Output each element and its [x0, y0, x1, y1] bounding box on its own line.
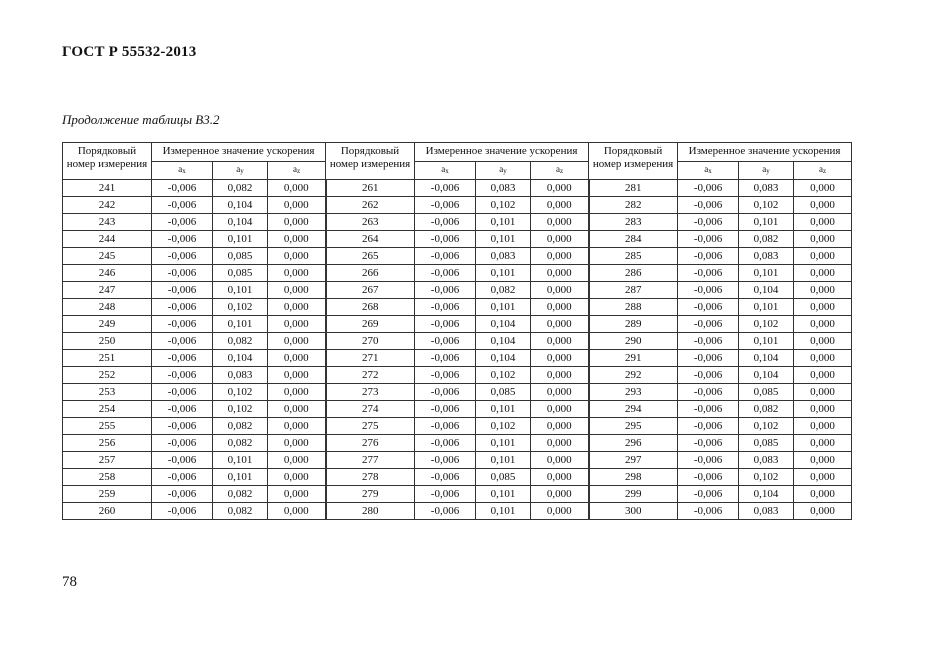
measurement-number-cell: 269	[326, 316, 415, 333]
table-row	[63, 231, 852, 248]
acceleration-z-cell: 0,000	[268, 333, 326, 350]
acceleration-y-cell: 0,102	[739, 197, 794, 214]
acceleration-z-cell: 0,000	[794, 333, 852, 350]
acceleration-z-cell: 0,000	[531, 452, 589, 469]
table-row	[63, 435, 852, 452]
acceleration-y-cell: 0,101	[476, 486, 531, 503]
acceleration-x-cell: -0,006	[415, 401, 476, 418]
measurement-number-cell: 243	[63, 214, 152, 231]
measurement-number-cell: 253	[63, 384, 152, 401]
table-row	[63, 401, 852, 418]
acceleration-x-cell: -0,006	[678, 248, 739, 265]
acceleration-z-cell: 0,000	[268, 282, 326, 299]
header-measurement-number: Порядковый номер измерения	[63, 143, 152, 180]
acceleration-y-cell: 0,102	[476, 418, 531, 435]
acceleration-x-cell: -0,006	[152, 214, 213, 231]
acceleration-x-cell: -0,006	[415, 265, 476, 282]
axis-subscript: z	[296, 167, 301, 175]
axis-symbol: a	[441, 164, 446, 174]
acceleration-x-cell: -0,006	[415, 180, 476, 197]
table-caption: Продолжение таблицы В3.2	[62, 112, 220, 127]
measurement-number-cell: 300	[589, 503, 678, 520]
axis-symbol: a	[292, 164, 297, 174]
measurement-number-cell: 252	[63, 367, 152, 384]
acceleration-y-cell: 0,083	[739, 452, 794, 469]
acceleration-x-cell: -0,006	[415, 469, 476, 486]
acceleration-z-cell: 0,000	[794, 486, 852, 503]
acceleration-y-cell: 0,085	[739, 435, 794, 452]
measurement-number-cell: 282	[589, 197, 678, 214]
acceleration-z-cell: 0,000	[794, 401, 852, 418]
acceleration-z-cell: 0,000	[531, 265, 589, 282]
acceleration-z-cell: 0,000	[794, 469, 852, 486]
axis-symbol: a	[704, 164, 709, 174]
acceleration-z-cell: 0,000	[794, 503, 852, 520]
acceleration-y-cell: 0,101	[476, 503, 531, 520]
header-axis-y	[476, 162, 531, 180]
header-measurement-number: Порядковый номер измерения	[589, 143, 678, 180]
measurement-number-cell: 283	[589, 214, 678, 231]
document-header: ГОСТ Р 55532-2013	[62, 44, 197, 60]
acceleration-z-cell: 0,000	[268, 452, 326, 469]
acceleration-y-cell: 0,101	[476, 265, 531, 282]
acceleration-z-cell: 0,000	[531, 197, 589, 214]
acceleration-y-cell: 0,082	[476, 282, 531, 299]
table-row	[63, 469, 852, 486]
acceleration-x-cell: -0,006	[415, 299, 476, 316]
header-axis-y	[739, 162, 794, 180]
acceleration-y-cell: 0,085	[476, 384, 531, 401]
acceleration-x-cell: -0,006	[152, 503, 213, 520]
axis-subscript: y	[240, 167, 244, 175]
table-row	[63, 503, 852, 520]
acceleration-z-cell: 0,000	[268, 316, 326, 333]
table-row	[63, 333, 852, 350]
axis-subscript: y	[766, 167, 770, 175]
acceleration-y-cell: 0,102	[213, 299, 268, 316]
acceleration-y-cell: 0,101	[739, 265, 794, 282]
acceleration-x-cell: -0,006	[678, 486, 739, 503]
measurement-number-cell: 255	[63, 418, 152, 435]
measurement-number-cell: 244	[63, 231, 152, 248]
acceleration-z-cell: 0,000	[531, 486, 589, 503]
acceleration-y-cell: 0,104	[213, 350, 268, 367]
measurement-number-cell: 245	[63, 248, 152, 265]
acceleration-z-cell: 0,000	[794, 197, 852, 214]
acceleration-z-cell: 0,000	[531, 367, 589, 384]
measurement-number-cell: 241	[63, 180, 152, 197]
measurement-number-cell: 254	[63, 401, 152, 418]
measurement-number-cell: 278	[326, 469, 415, 486]
acceleration-x-cell: -0,006	[152, 282, 213, 299]
acceleration-y-cell: 0,083	[739, 503, 794, 520]
acceleration-x-cell: -0,006	[415, 282, 476, 299]
acceleration-z-cell: 0,000	[531, 180, 589, 197]
acceleration-x-cell: -0,006	[152, 197, 213, 214]
measurement-number-cell: 263	[326, 214, 415, 231]
acceleration-y-cell: 0,083	[739, 180, 794, 197]
acceleration-x-cell: -0,006	[678, 503, 739, 520]
measurement-number-cell: 265	[326, 248, 415, 265]
measurement-number-cell: 294	[589, 401, 678, 418]
acceleration-z-cell: 0,000	[268, 486, 326, 503]
measurement-number-cell: 251	[63, 350, 152, 367]
axis-symbol: a	[499, 164, 504, 174]
axis-subscript: x	[708, 167, 712, 175]
axis-symbol: a	[762, 164, 767, 174]
acceleration-x-cell: -0,006	[415, 418, 476, 435]
header-axis-z	[531, 162, 589, 180]
acceleration-y-cell: 0,102	[739, 469, 794, 486]
acceleration-z-cell: 0,000	[531, 333, 589, 350]
header-measured-acceleration: Измеренное значение ускорения	[678, 143, 852, 162]
acceleration-x-cell: -0,006	[152, 265, 213, 282]
acceleration-z-cell: 0,000	[794, 316, 852, 333]
acceleration-y-cell: 0,104	[739, 367, 794, 384]
acceleration-x-cell: -0,006	[678, 350, 739, 367]
table-row	[63, 384, 852, 401]
acceleration-y-cell: 0,101	[476, 299, 531, 316]
acceleration-x-cell: -0,006	[678, 452, 739, 469]
acceleration-z-cell: 0,000	[794, 367, 852, 384]
measurement-number-cell: 258	[63, 469, 152, 486]
measurement-number-cell: 285	[589, 248, 678, 265]
measurement-number-cell: 271	[326, 350, 415, 367]
acceleration-y-cell: 0,101	[476, 231, 531, 248]
axis-symbol: a	[818, 164, 823, 174]
acceleration-x-cell: -0,006	[415, 333, 476, 350]
measurement-number-cell: 275	[326, 418, 415, 435]
measurement-number-cell: 281	[589, 180, 678, 197]
measurement-number-cell: 260	[63, 503, 152, 520]
acceleration-z-cell: 0,000	[794, 265, 852, 282]
header-axis-z	[268, 162, 326, 180]
acceleration-x-cell: -0,006	[678, 316, 739, 333]
axis-subscript: z	[822, 167, 827, 175]
acceleration-z-cell: 0,000	[531, 435, 589, 452]
acceleration-x-cell: -0,006	[415, 231, 476, 248]
measurement-number-cell: 276	[326, 435, 415, 452]
acceleration-y-cell: 0,082	[213, 333, 268, 350]
acceleration-x-cell: -0,006	[678, 299, 739, 316]
acceleration-z-cell: 0,000	[531, 282, 589, 299]
header-measured-acceleration: Измеренное значение ускорения	[152, 143, 326, 162]
acceleration-z-cell: 0,000	[794, 350, 852, 367]
table-row	[63, 299, 852, 316]
acceleration-table	[62, 142, 852, 520]
measurement-number-cell: 262	[326, 197, 415, 214]
acceleration-x-cell: -0,006	[678, 401, 739, 418]
acceleration-z-cell: 0,000	[531, 418, 589, 435]
axis-subscript: x	[445, 167, 449, 175]
acceleration-x-cell: -0,006	[415, 384, 476, 401]
acceleration-y-cell: 0,101	[213, 282, 268, 299]
measurement-number-cell: 250	[63, 333, 152, 350]
measurement-number-cell: 287	[589, 282, 678, 299]
acceleration-y-cell: 0,082	[739, 401, 794, 418]
acceleration-x-cell: -0,006	[152, 350, 213, 367]
acceleration-z-cell: 0,000	[531, 350, 589, 367]
acceleration-z-cell: 0,000	[268, 180, 326, 197]
acceleration-z-cell: 0,000	[531, 248, 589, 265]
axis-subscript: x	[182, 167, 186, 175]
acceleration-y-cell: 0,102	[476, 367, 531, 384]
acceleration-x-cell: -0,006	[152, 435, 213, 452]
acceleration-x-cell: -0,006	[152, 452, 213, 469]
measurement-number-cell: 268	[326, 299, 415, 316]
acceleration-y-cell: 0,101	[739, 299, 794, 316]
acceleration-y-cell: 0,082	[739, 231, 794, 248]
measurement-number-cell: 288	[589, 299, 678, 316]
acceleration-x-cell: -0,006	[152, 180, 213, 197]
acceleration-y-cell: 0,085	[213, 248, 268, 265]
measurement-number-cell: 293	[589, 384, 678, 401]
acceleration-z-cell: 0,000	[794, 299, 852, 316]
axis-symbol: a	[236, 164, 241, 174]
acceleration-x-cell: -0,006	[678, 231, 739, 248]
acceleration-z-cell: 0,000	[531, 384, 589, 401]
acceleration-z-cell: 0,000	[531, 214, 589, 231]
acceleration-z-cell: 0,000	[268, 214, 326, 231]
axis-symbol: a	[178, 164, 183, 174]
measurement-number-cell: 247	[63, 282, 152, 299]
acceleration-x-cell: -0,006	[415, 248, 476, 265]
acceleration-x-cell: -0,006	[678, 435, 739, 452]
measurement-number-cell: 246	[63, 265, 152, 282]
acceleration-z-cell: 0,000	[268, 248, 326, 265]
measurement-number-cell: 295	[589, 418, 678, 435]
acceleration-x-cell: -0,006	[152, 401, 213, 418]
acceleration-y-cell: 0,104	[739, 350, 794, 367]
acceleration-z-cell: 0,000	[531, 401, 589, 418]
table-row	[63, 367, 852, 384]
acceleration-x-cell: -0,006	[415, 435, 476, 452]
acceleration-x-cell: -0,006	[415, 214, 476, 231]
acceleration-z-cell: 0,000	[794, 248, 852, 265]
acceleration-x-cell: -0,006	[678, 367, 739, 384]
acceleration-z-cell: 0,000	[268, 401, 326, 418]
header-axis-x	[152, 162, 213, 180]
acceleration-z-cell: 0,000	[268, 350, 326, 367]
acceleration-x-cell: -0,006	[152, 299, 213, 316]
measurement-number-cell: 290	[589, 333, 678, 350]
acceleration-y-cell: 0,101	[476, 214, 531, 231]
acceleration-z-cell: 0,000	[794, 231, 852, 248]
measurement-number-cell: 291	[589, 350, 678, 367]
acceleration-x-cell: -0,006	[415, 486, 476, 503]
acceleration-y-cell: 0,085	[213, 265, 268, 282]
header-axis-y	[213, 162, 268, 180]
header-axis-z	[794, 162, 852, 180]
axis-symbol: a	[555, 164, 560, 174]
acceleration-z-cell: 0,000	[794, 180, 852, 197]
header-axis-x	[678, 162, 739, 180]
acceleration-z-cell: 0,000	[531, 469, 589, 486]
acceleration-x-cell: -0,006	[678, 469, 739, 486]
acceleration-y-cell: 0,101	[476, 401, 531, 418]
acceleration-z-cell: 0,000	[268, 231, 326, 248]
acceleration-z-cell: 0,000	[268, 503, 326, 520]
acceleration-y-cell: 0,104	[213, 214, 268, 231]
table-row	[63, 197, 852, 214]
measurement-number-cell: 259	[63, 486, 152, 503]
acceleration-y-cell: 0,101	[739, 333, 794, 350]
acceleration-x-cell: -0,006	[415, 197, 476, 214]
acceleration-y-cell: 0,101	[213, 469, 268, 486]
header-measurement-number: Порядковый номер измерения	[326, 143, 415, 180]
acceleration-y-cell: 0,102	[213, 384, 268, 401]
table-row	[63, 350, 852, 367]
acceleration-y-cell: 0,102	[476, 197, 531, 214]
acceleration-x-cell: -0,006	[415, 350, 476, 367]
measurement-number-cell: 266	[326, 265, 415, 282]
acceleration-z-cell: 0,000	[531, 316, 589, 333]
table-row	[63, 214, 852, 231]
acceleration-y-cell: 0,082	[213, 180, 268, 197]
acceleration-x-cell: -0,006	[678, 265, 739, 282]
measurement-number-cell: 280	[326, 503, 415, 520]
acceleration-y-cell: 0,104	[476, 333, 531, 350]
acceleration-x-cell: -0,006	[415, 452, 476, 469]
acceleration-y-cell: 0,104	[476, 316, 531, 333]
acceleration-x-cell: -0,006	[678, 282, 739, 299]
table-row	[63, 180, 852, 197]
table-row	[63, 316, 852, 333]
acceleration-z-cell: 0,000	[794, 452, 852, 469]
acceleration-y-cell: 0,101	[476, 435, 531, 452]
measurement-number-cell: 248	[63, 299, 152, 316]
acceleration-z-cell: 0,000	[268, 197, 326, 214]
measurement-number-cell: 298	[589, 469, 678, 486]
measurement-number-cell: 277	[326, 452, 415, 469]
acceleration-z-cell: 0,000	[794, 384, 852, 401]
table-row	[63, 486, 852, 503]
table-row	[63, 282, 852, 299]
acceleration-y-cell: 0,083	[476, 180, 531, 197]
acceleration-z-cell: 0,000	[531, 231, 589, 248]
axis-subscript: z	[559, 167, 564, 175]
acceleration-z-cell: 0,000	[794, 435, 852, 452]
measurement-number-cell: 249	[63, 316, 152, 333]
measurement-number-cell: 284	[589, 231, 678, 248]
acceleration-z-cell: 0,000	[794, 214, 852, 231]
axis-subscript: y	[503, 167, 507, 175]
acceleration-x-cell: -0,006	[678, 333, 739, 350]
acceleration-y-cell: 0,082	[213, 503, 268, 520]
acceleration-y-cell: 0,102	[213, 401, 268, 418]
acceleration-z-cell: 0,000	[268, 367, 326, 384]
acceleration-z-cell: 0,000	[531, 503, 589, 520]
measurement-number-cell: 289	[589, 316, 678, 333]
acceleration-x-cell: -0,006	[152, 418, 213, 435]
measurement-number-cell: 273	[326, 384, 415, 401]
acceleration-x-cell: -0,006	[415, 367, 476, 384]
acceleration-x-cell: -0,006	[415, 316, 476, 333]
table-row	[63, 418, 852, 435]
acceleration-z-cell: 0,000	[268, 299, 326, 316]
acceleration-y-cell: 0,104	[739, 282, 794, 299]
acceleration-x-cell: -0,006	[678, 418, 739, 435]
acceleration-y-cell: 0,101	[213, 316, 268, 333]
table-row	[63, 248, 852, 265]
measurement-number-cell: 261	[326, 180, 415, 197]
measurement-number-cell: 279	[326, 486, 415, 503]
acceleration-y-cell: 0,085	[476, 469, 531, 486]
table-header-row	[63, 143, 852, 162]
acceleration-x-cell: -0,006	[152, 231, 213, 248]
acceleration-x-cell: -0,006	[678, 180, 739, 197]
acceleration-z-cell: 0,000	[268, 435, 326, 452]
measurement-number-cell: 297	[589, 452, 678, 469]
table-subheader-row	[63, 162, 852, 180]
measurement-number-cell: 242	[63, 197, 152, 214]
table-row	[63, 452, 852, 469]
acceleration-y-cell: 0,102	[739, 316, 794, 333]
acceleration-z-cell: 0,000	[268, 469, 326, 486]
acceleration-y-cell: 0,085	[739, 384, 794, 401]
acceleration-x-cell: -0,006	[152, 316, 213, 333]
acceleration-y-cell: 0,101	[213, 231, 268, 248]
measurement-number-cell: 274	[326, 401, 415, 418]
acceleration-y-cell: 0,083	[213, 367, 268, 384]
acceleration-y-cell: 0,082	[213, 418, 268, 435]
acceleration-z-cell: 0,000	[268, 265, 326, 282]
acceleration-y-cell: 0,083	[476, 248, 531, 265]
acceleration-x-cell: -0,006	[152, 248, 213, 265]
acceleration-x-cell: -0,006	[152, 469, 213, 486]
measurement-number-cell: 270	[326, 333, 415, 350]
measurement-number-cell: 286	[589, 265, 678, 282]
acceleration-y-cell: 0,082	[213, 435, 268, 452]
acceleration-y-cell: 0,101	[739, 214, 794, 231]
acceleration-z-cell: 0,000	[794, 418, 852, 435]
acceleration-y-cell: 0,102	[739, 418, 794, 435]
measurement-number-cell: 296	[589, 435, 678, 452]
acceleration-y-cell: 0,082	[213, 486, 268, 503]
acceleration-x-cell: -0,006	[152, 367, 213, 384]
acceleration-y-cell: 0,083	[739, 248, 794, 265]
header-axis-x	[415, 162, 476, 180]
acceleration-z-cell: 0,000	[268, 384, 326, 401]
measurement-number-cell: 292	[589, 367, 678, 384]
acceleration-x-cell: -0,006	[152, 333, 213, 350]
acceleration-x-cell: -0,006	[152, 384, 213, 401]
table-row	[63, 265, 852, 282]
acceleration-x-cell: -0,006	[152, 486, 213, 503]
measurement-number-cell: 267	[326, 282, 415, 299]
header-measured-acceleration: Измеренное значение ускорения	[415, 143, 589, 162]
acceleration-x-cell: -0,006	[678, 197, 739, 214]
page-number: 78	[62, 574, 77, 590]
acceleration-y-cell: 0,101	[476, 452, 531, 469]
acceleration-x-cell: -0,006	[678, 214, 739, 231]
acceleration-z-cell: 0,000	[531, 299, 589, 316]
acceleration-z-cell: 0,000	[794, 282, 852, 299]
measurement-number-cell: 299	[589, 486, 678, 503]
acceleration-x-cell: -0,006	[678, 384, 739, 401]
measurement-number-cell: 256	[63, 435, 152, 452]
measurement-number-cell: 264	[326, 231, 415, 248]
acceleration-z-cell: 0,000	[268, 418, 326, 435]
acceleration-x-cell: -0,006	[415, 503, 476, 520]
measurement-number-cell: 272	[326, 367, 415, 384]
acceleration-y-cell: 0,104	[739, 486, 794, 503]
measurement-number-cell: 257	[63, 452, 152, 469]
acceleration-y-cell: 0,104	[476, 350, 531, 367]
acceleration-y-cell: 0,104	[213, 197, 268, 214]
acceleration-y-cell: 0,101	[213, 452, 268, 469]
